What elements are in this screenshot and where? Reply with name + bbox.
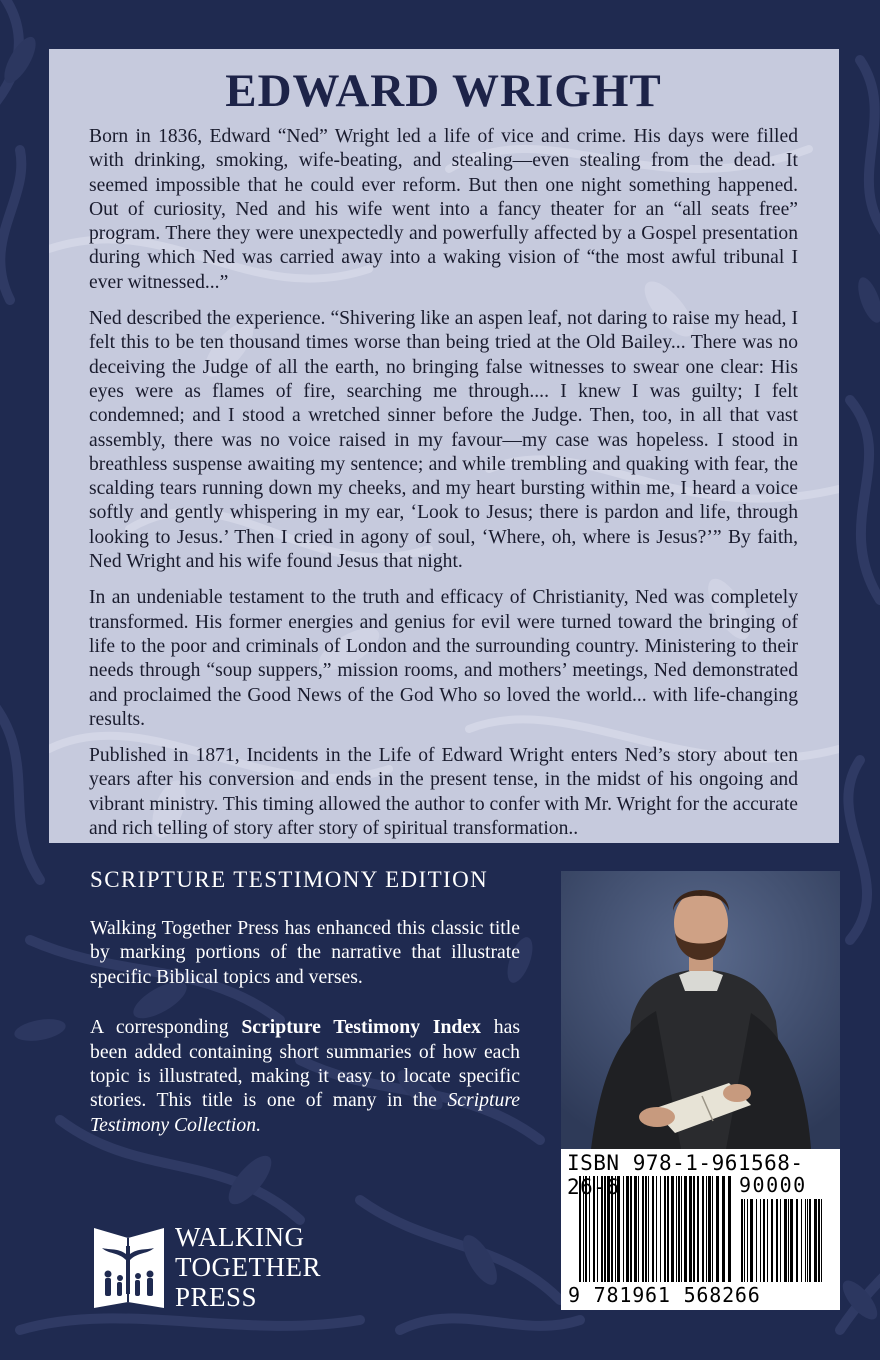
barcode-number: 9 781961 568266 <box>568 1283 761 1307</box>
price-addon-code: 90000 <box>739 1173 807 1197</box>
addon-bar <box>744 1199 745 1282</box>
addon-bar <box>747 1199 748 1282</box>
collection-name: Scripture Testimony Collection. <box>90 1089 520 1136</box>
publisher-line-1: WALKING <box>175 1222 305 1252</box>
addon-bar <box>760 1199 761 1282</box>
addon-bar <box>821 1199 822 1282</box>
addon-bar <box>801 1199 802 1282</box>
description-paragraph-3: In an undeniable testament to the truth and efficacy of Christianity, Ned was completely transformed. His former energies and genius for evil were turned toward the bringing of life to the poor and criminals of London and the surrounding country. Ministering to their needs through “soup suppers,” mission rooms, and mothers’ meetings, Ned demonstrated and proclaimed the Good News of the God Who so loved the world... with life-changing results. <box>89 587 798 730</box>
addon-bar <box>818 1199 820 1282</box>
addon-bar <box>780 1199 781 1282</box>
edition-heading: SCRIPTURE TESTIMONY EDITION <box>90 867 489 892</box>
addon-bar <box>767 1199 768 1282</box>
addon-bar <box>809 1199 811 1282</box>
addon-bar <box>805 1199 806 1282</box>
addon-bar <box>796 1199 798 1282</box>
publisher-line-2: TOGETHER <box>175 1252 321 1282</box>
isbn-label: ISBN 978-1-961568-26-6 <box>567 1151 804 1199</box>
index-name: Scripture Testimony Index <box>241 1016 481 1039</box>
addon-bar <box>741 1199 743 1282</box>
addon-bar <box>763 1199 765 1282</box>
addon-bar <box>814 1199 817 1282</box>
addon-bar <box>750 1199 753 1282</box>
addon-bar <box>790 1199 793 1282</box>
description-paragraph-4: Published in 1871, Incidents in the Life of Edward Wright enters Ned’s story about ten years after his conversion and ends in the present tense, in the midst of his ongoing and vibrant ministry. This timing allowed the author to confer with Mr. Wright for the accurate and rich telling of story after story of spiritual transformation.. <box>89 745 798 840</box>
edition-p2-text-2: has been added containing short summaries of how each topic is illustrated, making it easy to locate specific stories. This title is one of many in the <box>90 1016 520 1112</box>
publisher-line-3: PRESS <box>175 1282 258 1312</box>
edition-paragraph-2 <box>90 1015 520 1137</box>
isbn-barcode <box>561 1149 840 1310</box>
portrait-illustration <box>561 871 840 1149</box>
addon-bar <box>771 1199 773 1282</box>
tree-family-icon <box>88 1224 170 1312</box>
addon-bar <box>756 1199 757 1282</box>
publisher-logo <box>88 1224 348 1314</box>
addon-bar <box>784 1199 787 1282</box>
addon-bar <box>776 1199 778 1282</box>
edition-section <box>90 866 520 1163</box>
edition-paragraph-1: Walking Together Press has enhanced this classic title by marking portions of the narrative that illustrate specific Biblical topics and verses. <box>90 917 520 988</box>
description-paragraph-1: Born in 1836, Edward “Ned” Wright led a life of vice and crime. His days were filled with drinking, smoking, wife-beating, and stealing—even stealing from the dead. It seemed impossible that he could ever reform. But then one night something happened. Out of curiosity, Ned and his wife went into a fancy theater for an “all seats free” program. There they were unexpectedly and powerfully affected by a Gospel presentation during which Ned was carried away into a waking vision of “the most awful tribunal I ever witnessed...” <box>89 126 798 293</box>
book-title: EDWARD WRIGHT <box>225 65 662 117</box>
edition-p2-text-1: A corresponding <box>90 1016 242 1039</box>
description-paragraph-2: Ned described the experience. “Shivering like an aspen leaf, not daring to raise my head, I felt this to be ten thousand times worse than being tried at the Old Bailey... There was no deceiving the Judge of all the earth, no bringing false witnesses to swear one clear: His eyes were as flames of fire, searching me through.... I knew I was guilty; I felt condemned; and I stood a wretched sinner before the Judge. Then, too, in all that vast assembly, there was no voice raised in my favour—my case was hopeless. I stood in breathless suspense awaiting my sentence; and while trembling and quaking with fear, the scalding tears running down my cheeks, and my heart bursting within me, I heard a voice softly and gently whispering in my ear, ‘Look to Jesus; there is pardon and life, through looking to Jesus.’ Then I cried in agony of soul, ‘Where, oh, where is Jesus?’” By faith, Ned Wright and his wife found Jesus that night. <box>89 308 798 573</box>
description-panel <box>49 49 839 843</box>
addon-bar <box>788 1199 789 1282</box>
publisher-name <box>175 1222 321 1312</box>
addon-bar <box>807 1199 808 1282</box>
author-portrait <box>561 871 840 1149</box>
